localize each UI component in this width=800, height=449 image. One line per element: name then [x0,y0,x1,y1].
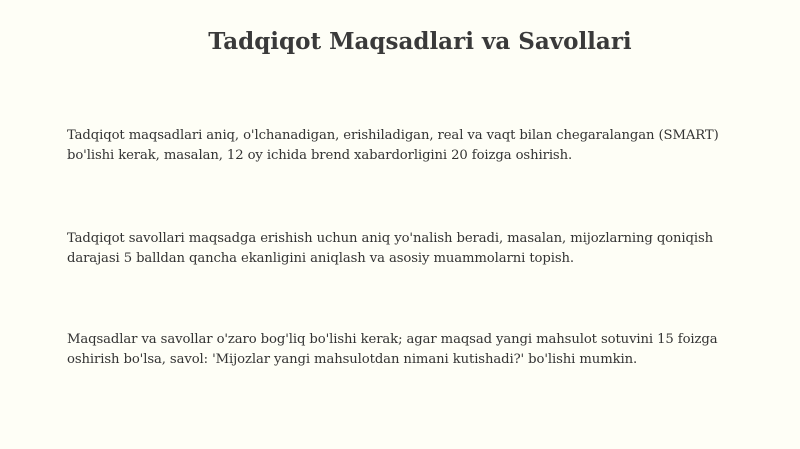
paragraph-objectives: Tadqiqot maqsadlari aniq, o'lchanadigan, erishiladigan, real va vaqt bilan chegaralangan (SMART) bo'lishi kerak, masalan, 12 oy ichida brend xabardorligini 20 foizga oshirish. [67,128,719,163]
paragraph-relationship: Maqsadlar va savollar o'zaro bog'liq bo'lishi kerak; agar maqsad yangi mahsulot sotuvini 15 foizga oshirish bo'lsa, savol: 'Mijozlar yangi mahsulotdan nimani kutishadi?' bo'lishi mumkin. [67,332,718,367]
paragraph-questions: Tadqiqot savollari maqsadga erishish uchun aniq yo'nalish beradi, masalan, mijozlarning qoniqish darajasi 5 balldan qancha ekanligini aniqlash va asosiy muammolarni topish. [67,231,714,266]
slide-title: Tadqiqot Maqsadlari va Savollari [208,28,632,55]
